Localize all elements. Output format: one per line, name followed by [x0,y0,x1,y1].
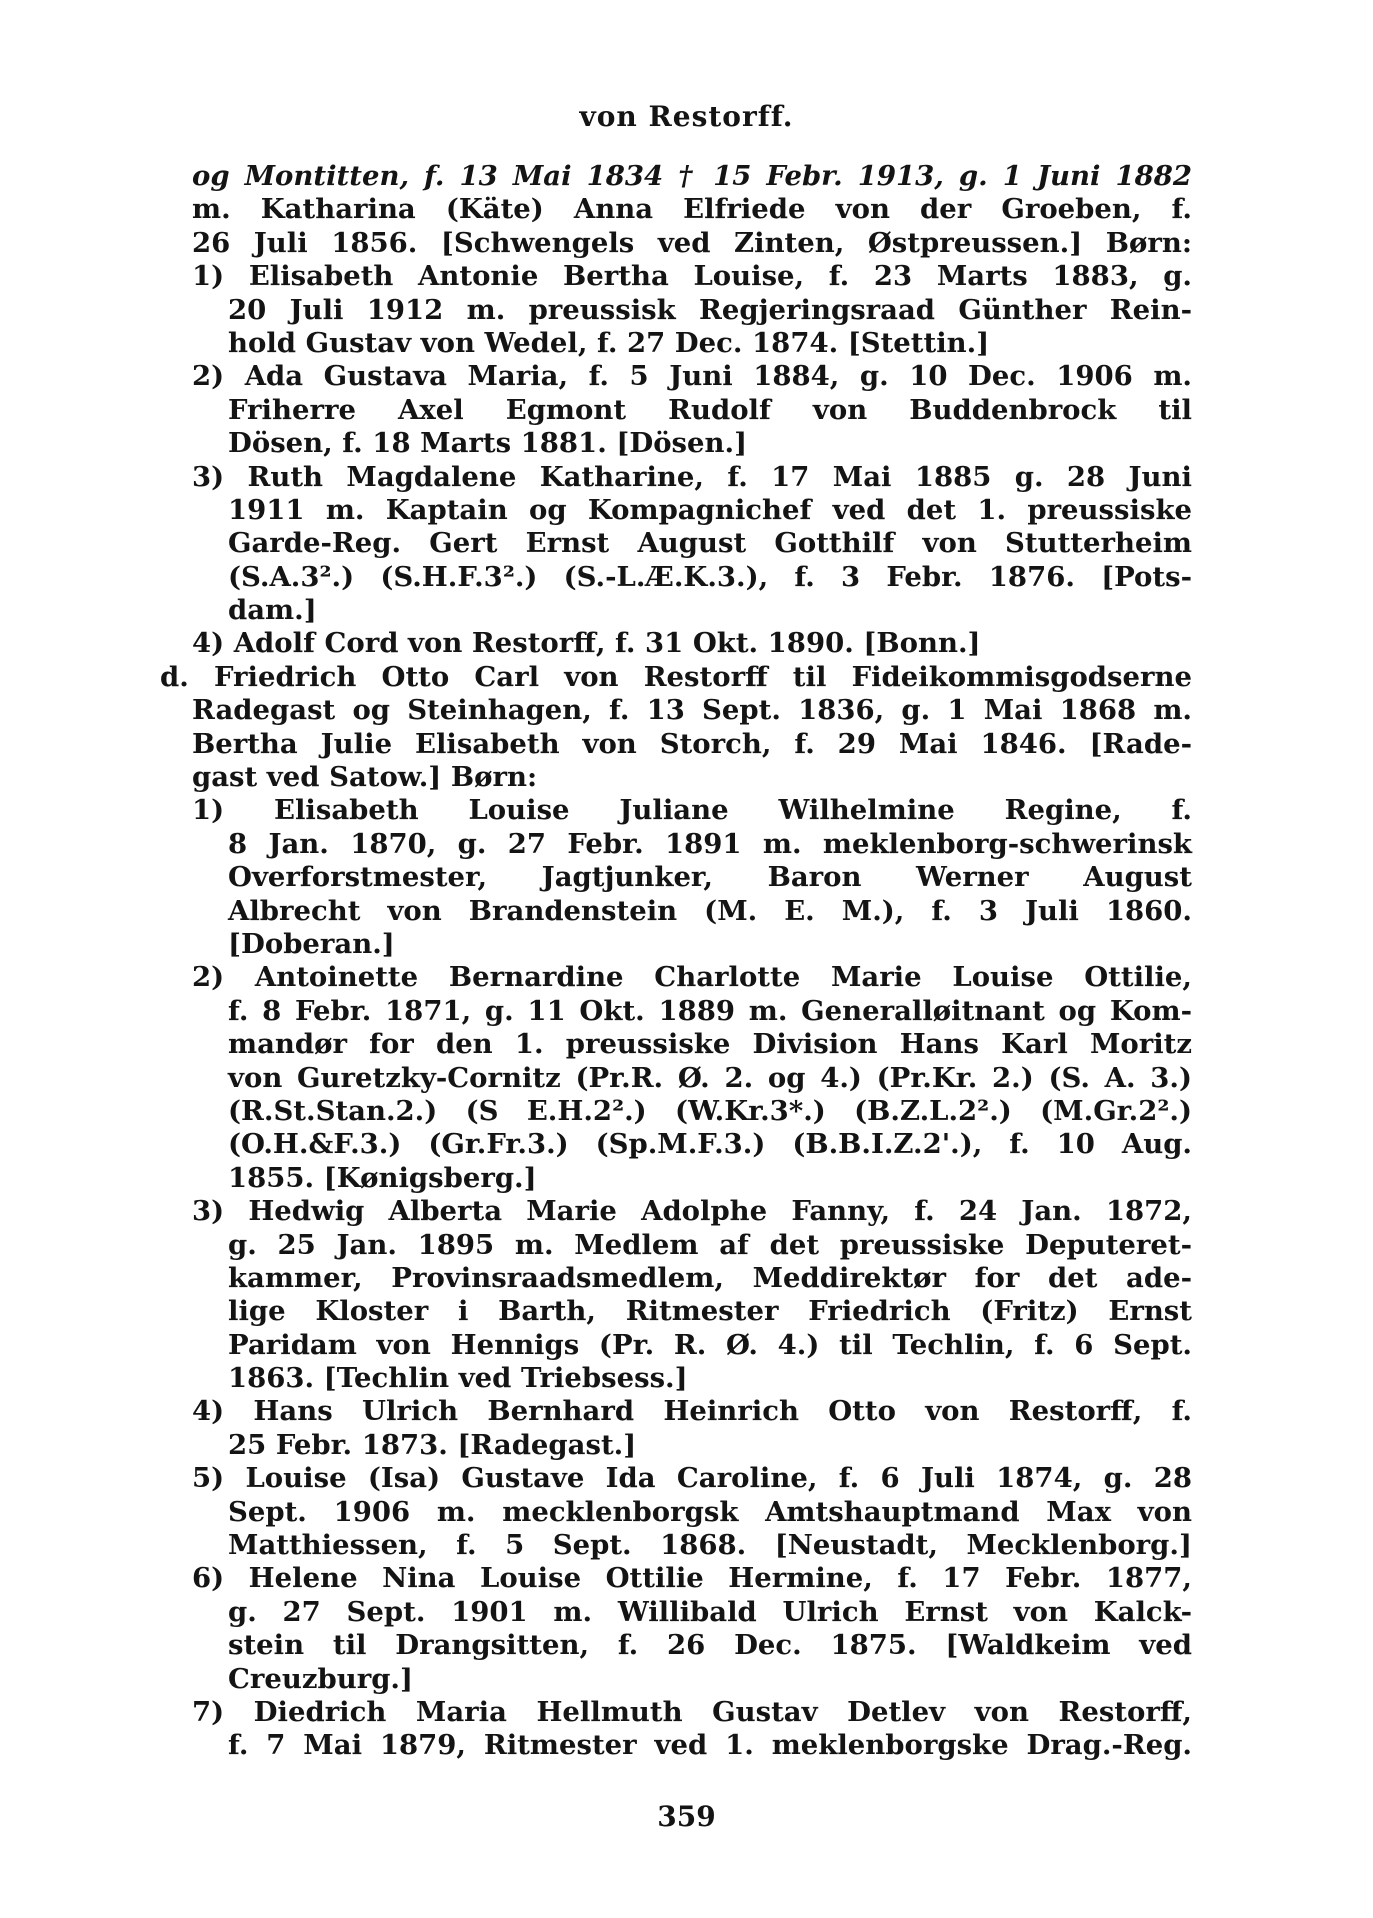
text-line: von Guretzky-Cornitz (Pr.R. Ø. 2. og 4.) (Pr.Kr. 2.) (S. A. 3.) [228,1061,1192,1094]
text-line: 3) Ruth Magdalene Katharine, f. 17 Mai 1885 g. 28 Juni [192,460,1192,493]
text-line: g. 25 Jan. 1895 m. Medlem af det preussiske Deputeret- [228,1228,1192,1261]
text-line: og Montitten, f. 13 Mai 1834 † 15 Febr. 1913, g. 1 Juni 1882 [192,160,1192,192]
text-line: 8 Jan. 1870, g. 27 Febr. 1891 m. meklenborg-schwerinsk [228,827,1192,860]
text-line: 25 Febr. 1873. [Radegast.] [228,1428,637,1461]
text-line: f. 8 Febr. 1871, g. 11 Okt. 1889 m. Generalløitnant og Kom- [228,994,1192,1027]
text-line: m. Katharina (Käte) Anna Elfriede von der Groeben, f. [192,193,1192,226]
text-line: Dösen, f. 18 Marts 1881. [Dösen.] [228,427,748,460]
text-line: 2) Antoinette Bernardine Charlotte Marie Louise Ottilie, [192,961,1192,994]
text-line: (S.A.3².) (S.H.F.3².) (S.-L.Æ.K.3.), f. 3 Febr. 1876. [Pots- [228,560,1192,593]
text-line: 1) Elisabeth Louise Juliane Wilhelmine Regine, f. [192,794,1192,827]
text-line: Paridam von Hennigs (Pr. R. Ø. 4.) til Techlin, f. 6 Sept. [228,1328,1192,1361]
text-line: Garde-Reg. Gert Ernst August Gotthilf von Stutterheim [228,527,1192,560]
page-number: 359 [657,1800,716,1833]
text-line: Overforstmester, Jagtjunker, Baron Werner August [228,861,1192,894]
text-line: 1863. [Techlin ved Triebsess.] [228,1362,688,1395]
running-title: von Restorff. [579,100,794,133]
text-line: 1855. [Kønigsberg.] [228,1161,537,1194]
text-line: 3) Hedwig Alberta Marie Adolphe Fanny, f. 24 Jan. 1872, [192,1195,1192,1228]
text-line: dam.] [228,594,317,627]
text-line: 5) Louise (Isa) Gustave Ida Caroline, f. 6 Juli 1874, g. 28 [192,1462,1192,1495]
text-line: Sept. 1906 m. mecklenborgsk Amtshauptmand Max von [228,1495,1192,1528]
text-line: stein til Drangsitten, f. 26 Dec. 1875. [Waldkeim ved [228,1629,1192,1662]
text-line: 2) Ada Gustava Maria, f. 5 Juni 1884, g. 10 Dec. 1906 m. [192,360,1192,393]
text-line: Radegast og Steinhagen, f. 13 Sept. 1836, g. 1 Mai 1868 m. [192,694,1192,727]
text-line: [Doberan.] [228,927,395,960]
text-line: Creuzburg.] [228,1662,414,1695]
text-line: (R.St.Stan.2.) (S E.H.2².) (W.Kr.3*.) (B.Z.L.2².) (M.Gr.2².) [228,1094,1192,1127]
text-line: lige Kloster i Barth, Ritmester Friedrich (Fritz) Ernst [228,1295,1192,1328]
text-line: (O.H.&F.3.) (Gr.Fr.3.) (Sp.M.F.3.) (B.B.I.Z.2'.), f. 10 Aug. [228,1128,1192,1161]
text-line: 7) Diedrich Maria Hellmuth Gustav Detlev von Restorff, [192,1695,1192,1728]
text-line: d. Friedrich Otto Carl von Restorff til Fideikommisgodserne [160,660,1192,693]
text-line: hold Gustav von Wedel, f. 27 Dec. 1874. [Stettin.] [228,326,990,359]
text-line: Albrecht von Brandenstein (M. E. M.), f. 3 Juli 1860. [228,894,1192,927]
text-body [160,160,1192,1763]
text-line: Matthiessen, f. 5 Sept. 1868. [Neustadt, Mecklenborg.] [228,1529,1192,1562]
text-line: 1) Elisabeth Antonie Bertha Louise, f. 23 Marts 1883, g. [192,260,1192,293]
text-line: kammer, Provinsraadsmedlem, Meddirektør for det ade- [228,1261,1192,1294]
text-line: gast ved Satow.] Børn: [192,761,538,794]
text-line: Bertha Julie Elisabeth von Storch, f. 29 Mai 1846. [Rade- [192,727,1192,760]
text-line: Friherre Axel Egmont Rudolf von Buddenbrock til [228,393,1192,426]
text-line: 4) Adolf Cord von Restorff, f. 31 Okt. 1890. [Bonn.] [192,627,981,660]
text-line: f. 7 Mai 1879, Ritmester ved 1. meklenborgske Drag.-Reg. [228,1729,1192,1762]
text-line: 1911 m. Kaptain og Kompagnichef ved det 1. preussiske [228,493,1192,526]
text-line: mandør for den 1. preussiske Division Hans Karl Moritz [228,1028,1192,1061]
text-line: 26 Juli 1856. [Schwengels ved Zinten, Østpreussen.] Børn: [192,226,1192,259]
text-line: 4) Hans Ulrich Bernhard Heinrich Otto von Restorff, f. [192,1395,1192,1428]
text-line: g. 27 Sept. 1901 m. Willibald Ulrich Ernst von Kalck- [228,1595,1192,1628]
text-line: 6) Helene Nina Louise Ottilie Hermine, f. 17 Febr. 1877, [192,1562,1192,1595]
text-line: 20 Juli 1912 m. preussisk Regjeringsraad Günther Rein- [228,293,1192,326]
